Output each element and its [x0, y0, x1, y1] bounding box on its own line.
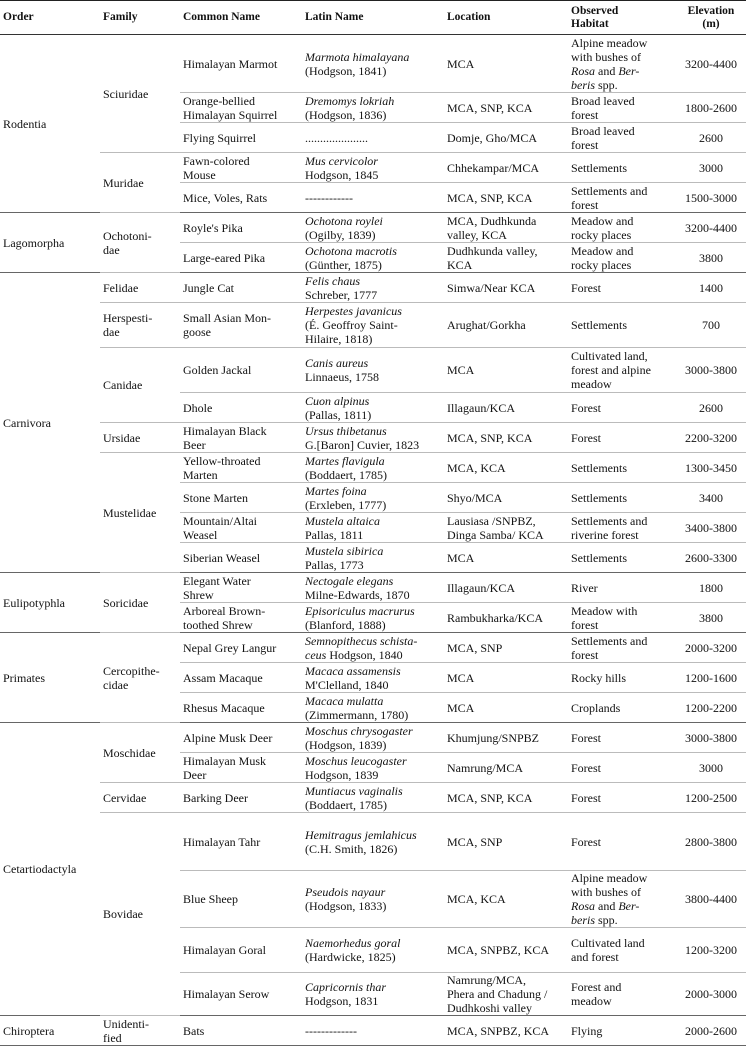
latin-authority: (Hodgson, 1836): [305, 107, 387, 122]
common-name-cell: Fawn-colored Mouse: [180, 153, 302, 183]
habitat-text: Settlements and riverine forest: [571, 513, 648, 542]
latin-name-cell: [302, 273, 444, 303]
order-cell: Chiroptera: [0, 1016, 100, 1046]
habitat-text: Ber- beris: [571, 63, 640, 92]
latin-authority: (Erxleben, 1777): [305, 497, 387, 512]
habitat-text: and: [595, 63, 619, 78]
latin-scientific-name: Cuon alpinus: [305, 393, 370, 408]
habitat-text: Broad leaved forest: [571, 93, 635, 122]
latin-name-cell: [302, 573, 444, 603]
habitat-text: Ber- beris: [571, 899, 640, 927]
common-name-cell: Large-eared Pika: [180, 243, 302, 273]
latin-scientific-name: Macaca mulatta: [305, 693, 384, 708]
habitat-text: Forest: [571, 790, 601, 805]
common-name-cell: Himalayan Tahr: [180, 813, 302, 871]
latin-authority: Schreber, 1777: [305, 287, 378, 302]
habitat-text: Broad leaved forest: [571, 123, 635, 152]
latin-scientific-name: Naemorhedus goral: [305, 936, 401, 950]
common-name-cell: Elegant Water Shrew: [180, 573, 302, 603]
latin-authority: G.[Baron] Cuvier, 1823: [305, 437, 420, 452]
elevation-cell: 1500-3000: [676, 183, 746, 213]
latin-scientific-name: Hemitragus jemlahicus: [305, 827, 417, 842]
header-elevation: Elevation (m): [676, 1, 746, 35]
header-common-name: Common Name: [180, 1, 302, 35]
header-order: Order: [0, 1, 100, 35]
latin-authority: (Blanford, 1888): [305, 617, 386, 632]
table-row: [0, 573, 746, 603]
habitat-text: Alpine meadow with bushes of: [571, 35, 648, 64]
habitat-cell: [568, 273, 676, 303]
latin-authority: (C.H. Smith, 1826): [305, 841, 398, 856]
latin-authority: Hodgson, 1845: [305, 167, 379, 182]
habitat-text: Settlements: [571, 460, 627, 475]
latin-authority: (Hodgson, 1841): [305, 63, 387, 78]
family-cell: Cercopithe- cidae: [100, 633, 180, 723]
table-row: [0, 273, 746, 303]
elevation-cell: 2600: [676, 393, 746, 423]
common-name-cell: Jungle Cat: [180, 273, 302, 303]
latin-authority: (Hodgson, 1839): [305, 737, 387, 752]
elevation-cell: 3000-3800: [676, 348, 746, 393]
latin-name-cell: [302, 183, 444, 213]
latin-authority: (Zimmermann, 1780): [305, 707, 409, 722]
habitat-cell: [568, 123, 676, 153]
table-row: [0, 813, 746, 871]
habitat-cell: [568, 573, 676, 603]
order-cell: Primates: [0, 633, 100, 723]
elevation-cell: 2000-3000: [676, 973, 746, 1016]
latin-name-cell: [302, 123, 444, 153]
location-cell: Illagaun/KCA: [444, 393, 568, 423]
order-cell: Lagomorpha: [0, 213, 100, 273]
latin-name-cell: [302, 303, 444, 348]
habitat-cell: [568, 153, 676, 183]
location-cell: Arughat/Gorkha: [444, 303, 568, 348]
common-name-cell: Flying Squirrel: [180, 123, 302, 153]
latin-name-cell: [302, 603, 444, 633]
latin-name-cell: [302, 93, 444, 123]
habitat-text: Cultivated land and forest: [571, 936, 645, 964]
latin-authority: Hodgson, 1839: [305, 767, 379, 782]
common-name-cell: Orange-bellied Himalayan Squirrel: [180, 93, 302, 123]
habitat-text: Meadow and rocky places: [571, 213, 634, 242]
habitat-text: Settlements: [571, 160, 627, 175]
header-latin-name: Latin Name: [302, 1, 444, 35]
location-cell: Shyo/MCA: [444, 483, 568, 513]
latin-authority: Pallas, 1773: [305, 557, 364, 572]
latin-name-cell: [302, 723, 444, 753]
family-cell: Canidae: [100, 348, 180, 423]
habitat-text: Settlements: [571, 550, 627, 565]
elevation-cell: 1200-2500: [676, 783, 746, 813]
location-cell: MCA: [444, 663, 568, 693]
location-cell: MCA, SNPBZ, KCA: [444, 1016, 568, 1046]
latin-name-cell: [302, 213, 444, 243]
latin-name-cell: [302, 513, 444, 543]
habitat-text: Flying: [571, 1023, 603, 1038]
location-cell: MCA, SNP: [444, 633, 568, 663]
habitat-cell: [568, 1016, 676, 1046]
common-name-cell: Yellow-throated Marten: [180, 453, 302, 483]
family-cell: Bovidae: [100, 813, 180, 1016]
latin-authority: -------------: [305, 1023, 357, 1038]
family-cell: Felidae: [100, 273, 180, 303]
latin-scientific-name: Marmota himalayana: [305, 49, 410, 64]
latin-authority: (Pallas, 1811): [305, 407, 372, 422]
habitat-cell: [568, 753, 676, 783]
common-name-cell: Himalayan Serow: [180, 973, 302, 1016]
elevation-cell: 3800: [676, 603, 746, 633]
table-row: [0, 348, 746, 393]
latin-name-cell: [302, 423, 444, 453]
latin-name-cell: [302, 243, 444, 273]
latin-authority: (Günther, 1875): [305, 257, 382, 272]
common-name-cell: Siberian Weasel: [180, 543, 302, 573]
habitat-text: Cultivated land, forest and alpine meadow: [571, 349, 651, 391]
habitat-cell: [568, 393, 676, 423]
latin-name-cell: [302, 973, 444, 1016]
family-cell: Mustelidae: [100, 453, 180, 573]
latin-authority: Hodgson, 1831: [305, 994, 379, 1008]
habitat-cell: [568, 513, 676, 543]
elevation-cell: 3000: [676, 153, 746, 183]
location-cell: MCA, SNP: [444, 813, 568, 871]
location-cell: MCA: [444, 35, 568, 93]
location-cell: MCA, SNP, KCA: [444, 183, 568, 213]
table-row: [0, 1016, 746, 1046]
common-name-cell: Barking Deer: [180, 783, 302, 813]
habitat-text: spp.: [595, 77, 618, 92]
table-row: [0, 35, 746, 93]
common-name-cell: Alpine Musk Deer: [180, 723, 302, 753]
latin-authority: Pallas, 1811: [305, 527, 364, 542]
latin-scientific-name: Martes foina: [305, 483, 367, 498]
elevation-cell: 3000-3800: [676, 723, 746, 753]
latin-authority: (É. Geoffroy Saint- Hilaire, 1818): [305, 318, 398, 346]
elevation-cell: 3000: [676, 753, 746, 783]
location-cell: Lausiasa /SNPBZ, Dinga Samba/ KCA: [444, 513, 568, 543]
table-row: [0, 723, 746, 753]
habitat-cell: [568, 663, 676, 693]
elevation-cell: 3200-4400: [676, 35, 746, 93]
latin-scientific-name: Muntiacus vaginalis: [305, 783, 403, 798]
habitat-text: Forest: [571, 834, 601, 849]
habitat-text: and: [595, 899, 619, 913]
latin-name-cell: [302, 543, 444, 573]
location-cell: MCA: [444, 543, 568, 573]
habitat-cell: [568, 35, 676, 93]
latin-name-cell: [302, 753, 444, 783]
latin-name-cell: [302, 153, 444, 183]
location-cell: Rambukharka/KCA: [444, 603, 568, 633]
latin-scientific-name: Ursus thibetanus: [305, 423, 387, 438]
habitat-text: Forest: [571, 760, 601, 775]
latin-scientific-name: Martes flavigula: [305, 453, 385, 468]
table-row: [0, 303, 746, 348]
latin-name-cell: [302, 483, 444, 513]
habitat-text: spp.: [595, 913, 618, 927]
location-cell: Khumjung/SNPBZ: [444, 723, 568, 753]
common-name-cell: Golden Jackal: [180, 348, 302, 393]
habitat-text: River: [571, 580, 598, 595]
habitat-cell: [568, 93, 676, 123]
latin-authority: (Ogilby, 1839): [305, 227, 376, 242]
elevation-cell: 2600: [676, 123, 746, 153]
latin-scientific-name: Felis chaus: [305, 273, 360, 288]
latin-scientific-name: Ochotona roylei: [305, 213, 383, 228]
elevation-cell: 3400-3800: [676, 513, 746, 543]
elevation-cell: 1400: [676, 273, 746, 303]
latin-scientific-name: Herpestes javanicus: [305, 304, 402, 318]
location-cell: Domje, Gho/MCA: [444, 123, 568, 153]
latin-name-cell: [302, 453, 444, 483]
elevation-cell: 2000-3200: [676, 633, 746, 663]
habitat-cell: [568, 348, 676, 393]
common-name-cell: Royle's Pika: [180, 213, 302, 243]
common-name-cell: Arboreal Brown- toothed Shrew: [180, 603, 302, 633]
elevation-cell: 2800-3800: [676, 813, 746, 871]
latin-scientific-name: Nectogale elegans: [305, 573, 394, 588]
habitat-cell: [568, 693, 676, 723]
family-cell: Moschidae: [100, 723, 180, 783]
location-cell: Chhekampar/MCA: [444, 153, 568, 183]
latin-scientific-name: Mustela altaica: [305, 513, 380, 528]
location-cell: Namrung/MCA, Phera and Chadung / Dudhkoshi valley: [444, 973, 568, 1016]
latin-authority: ------------: [305, 190, 353, 205]
habitat-text: Settlements: [571, 318, 627, 332]
habitat-cell: [568, 783, 676, 813]
table-row: [0, 783, 746, 813]
table-row: [0, 423, 746, 453]
habitat-cell: [568, 453, 676, 483]
elevation-cell: 3800: [676, 243, 746, 273]
elevation-cell: 1800-2600: [676, 93, 746, 123]
common-name-cell: Himalayan Musk Deer: [180, 753, 302, 783]
latin-authority: (Hardwicke, 1825): [305, 950, 396, 964]
latin-authority: Milne-Edwards, 1870: [305, 587, 410, 602]
header-observed-habitat: Observed Habitat: [568, 1, 676, 35]
habitat-cell: [568, 183, 676, 213]
habitat-cell: [568, 813, 676, 871]
family-cell: Sciuridae: [100, 35, 180, 153]
latin-name-cell: [302, 693, 444, 723]
latin-name-cell: [302, 1016, 444, 1046]
elevation-cell: 2600-3300: [676, 543, 746, 573]
latin-name-cell: [302, 633, 444, 663]
latin-authority: (Boddaert, 1785): [305, 797, 387, 812]
common-name-cell: Small Asian Mon- goose: [180, 303, 302, 348]
common-name-cell: Himalayan Black Beer: [180, 423, 302, 453]
location-cell: Namrung/MCA: [444, 753, 568, 783]
header-location: Location: [444, 1, 568, 35]
order-cell: Rodentia: [0, 35, 100, 213]
order-cell: Eulipotyphla: [0, 573, 100, 633]
habitat-text: Settlements and forest: [571, 183, 648, 212]
elevation-cell: 1300-3450: [676, 453, 746, 483]
table-row: [0, 153, 746, 183]
habitat-text: Rosa: [571, 63, 595, 78]
latin-scientific-name: Mustela sibirica: [305, 543, 384, 558]
elevation-cell: 3200-4400: [676, 213, 746, 243]
latin-scientific-name: Dremomys lokriah: [305, 93, 395, 108]
latin-authority: (Hodgson, 1833): [305, 899, 387, 913]
latin-scientific-name: Moschus leucogaster: [305, 753, 407, 768]
elevation-cell: 2000-2600: [676, 1016, 746, 1046]
latin-authority: Linnaeus, 1758: [305, 370, 379, 384]
family-cell: Unidenti- fied: [100, 1016, 180, 1046]
common-name-cell: Assam Macaque: [180, 663, 302, 693]
common-name-cell: Blue Sheep: [180, 871, 302, 928]
latin-authority: Hodgson, 1840: [326, 647, 403, 662]
common-name-cell: Rhesus Macaque: [180, 693, 302, 723]
order-cell: Carnivora: [0, 273, 100, 573]
elevation-cell: 3400: [676, 483, 746, 513]
latin-scientific-name: Semnopithecus schista- ceus: [305, 633, 418, 662]
habitat-cell: [568, 603, 676, 633]
habitat-text: Forest: [571, 400, 601, 415]
location-cell: MCA, SNP, KCA: [444, 93, 568, 123]
elevation-cell: 700: [676, 303, 746, 348]
location-cell: MCA, SNP, KCA: [444, 423, 568, 453]
habitat-cell: [568, 871, 676, 928]
common-name-cell: Himalayan Marmot: [180, 35, 302, 93]
habitat-cell: [568, 928, 676, 973]
table-row: [0, 453, 746, 483]
latin-name-cell: [302, 871, 444, 928]
habitat-cell: [568, 423, 676, 453]
order-cell: Cetartiodactyla: [0, 723, 100, 1016]
habitat-cell: [568, 973, 676, 1016]
habitat-cell: [568, 723, 676, 753]
habitat-cell: [568, 213, 676, 243]
habitat-cell: [568, 303, 676, 348]
family-cell: Herspesti- dae: [100, 303, 180, 348]
habitat-text: Rocky hills: [571, 670, 627, 685]
latin-name-cell: [302, 393, 444, 423]
latin-scientific-name: Mus cervicolor: [305, 153, 378, 168]
habitat-text: Croplands: [571, 700, 621, 715]
habitat-text: Forest: [571, 280, 601, 295]
latin-name-cell: [302, 348, 444, 393]
latin-name-cell: [302, 783, 444, 813]
habitat-cell: [568, 633, 676, 663]
latin-name-cell: [302, 928, 444, 973]
family-cell: Ursidae: [100, 423, 180, 453]
habitat-text: Forest: [571, 730, 601, 745]
table-body: [0, 35, 746, 1046]
habitat-text: Rosa: [571, 899, 595, 913]
latin-scientific-name: Moschus chrysogaster: [305, 723, 413, 738]
habitat-cell: [568, 543, 676, 573]
common-name-cell: Dhole: [180, 393, 302, 423]
habitat-text: Alpine meadow with bushes of: [571, 871, 648, 899]
latin-authority: M'Clelland, 1840: [305, 677, 389, 692]
common-name-cell: Stone Marten: [180, 483, 302, 513]
family-cell: Soricidae: [100, 573, 180, 633]
latin-scientific-name: Pseudois nayaur: [305, 885, 386, 899]
habitat-text: Forest: [571, 430, 601, 445]
elevation-cell: 2200-3200: [676, 423, 746, 453]
latin-scientific-name: Canis aureus: [305, 356, 369, 370]
location-cell: MCA, SNPBZ, KCA: [444, 928, 568, 973]
latin-authority: .....................: [305, 130, 368, 145]
elevation-cell: 3800-4400: [676, 871, 746, 928]
table-header-row: [0, 1, 746, 35]
location-cell: Simwa/Near KCA: [444, 273, 568, 303]
elevation-cell: 1200-3200: [676, 928, 746, 973]
common-name-cell: Nepal Grey Langur: [180, 633, 302, 663]
location-cell: MCA, Dudhkunda valley, KCA: [444, 213, 568, 243]
location-cell: MCA: [444, 348, 568, 393]
latin-authority: (Boddaert, 1785): [305, 467, 387, 482]
table-row: [0, 633, 746, 663]
latin-scientific-name: Episoriculus macrurus: [305, 603, 415, 618]
habitat-text: Meadow and rocky places: [571, 243, 634, 272]
location-cell: MCA, KCA: [444, 871, 568, 928]
latin-scientific-name: Macaca assamensis: [305, 663, 401, 678]
family-cell: Cervidae: [100, 783, 180, 813]
habitat-cell: [568, 483, 676, 513]
location-cell: MCA, KCA: [444, 453, 568, 483]
location-cell: MCA: [444, 693, 568, 723]
common-name-cell: Himalayan Goral: [180, 928, 302, 973]
latin-name-cell: [302, 663, 444, 693]
habitat-text: Meadow with forest: [571, 603, 638, 632]
location-cell: Dudhkunda valley, KCA: [444, 243, 568, 273]
common-name-cell: Mice, Voles, Rats: [180, 183, 302, 213]
latin-scientific-name: Ochotona macrotis: [305, 243, 397, 258]
table-row: [0, 213, 746, 243]
habitat-text: Settlements and forest: [571, 633, 648, 662]
family-cell: Ochotoni- dae: [100, 213, 180, 273]
habitat-text: Forest and meadow: [571, 980, 622, 1008]
common-name-cell: Mountain/Altai Weasel: [180, 513, 302, 543]
location-cell: Illagaun/KCA: [444, 573, 568, 603]
location-cell: MCA, SNP, KCA: [444, 783, 568, 813]
habitat-text: Settlements: [571, 490, 627, 505]
common-name-cell: Bats: [180, 1016, 302, 1046]
habitat-cell: [568, 243, 676, 273]
latin-scientific-name: Capricornis thar: [305, 980, 387, 994]
elevation-cell: 1200-1600: [676, 663, 746, 693]
elevation-cell: 1800: [676, 573, 746, 603]
header-family: Family: [100, 1, 180, 35]
family-cell: Muridae: [100, 153, 180, 213]
latin-name-cell: [302, 813, 444, 871]
elevation-cell: 1200-2200: [676, 693, 746, 723]
latin-name-cell: [302, 35, 444, 93]
